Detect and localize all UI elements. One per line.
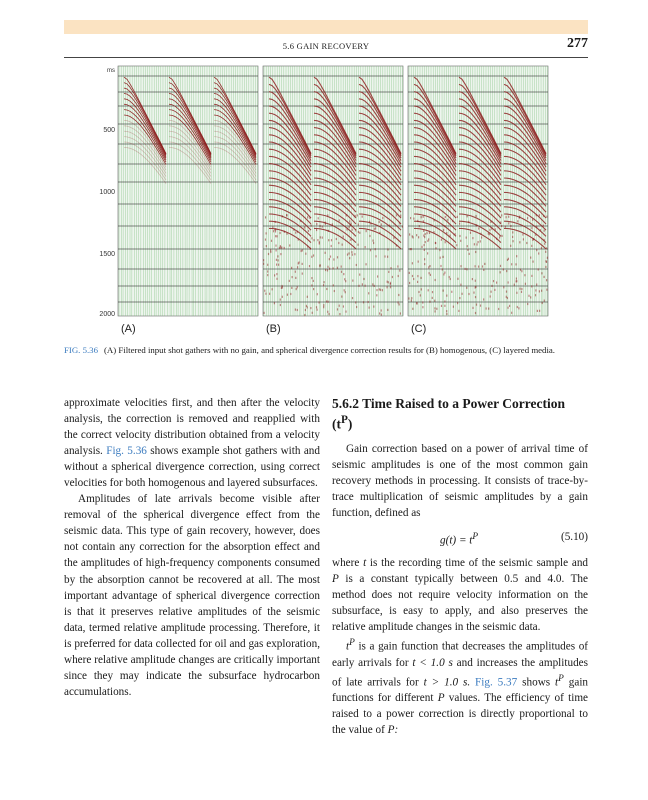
- left-p1-text-end: shows example shot gathers with and without a spherical divergence correction, using correct velocities for both homogenous and layered subsurfaces.: [64, 445, 320, 490]
- right-paragraph-1: Gain correction based on a power of arrival time of seismic amplitudes is one of the most common gain recovery methods in processing. It consists of trace-by-trace multiplication of seismic amplitudes by a gain function, defined as: [332, 442, 588, 519]
- right-column: [332, 395, 588, 739]
- p3-c: shows: [522, 676, 551, 689]
- page-number: 277: [567, 36, 588, 51]
- equation-number: (5.10): [560, 530, 588, 543]
- y-tick-label: 1000: [99, 189, 115, 196]
- seismic-figure: [88, 64, 558, 336]
- left-column: [64, 395, 320, 700]
- p3-a: is a gain function that decreases the amplitudes of early arrivals for: [332, 640, 589, 669]
- header-rule: [64, 57, 588, 58]
- left-paragraph-1: [64, 395, 320, 491]
- fig-5-36-link[interactable]: Fig. 5.36: [106, 445, 147, 458]
- equation-sup: P: [472, 531, 479, 542]
- section-title: [332, 395, 588, 433]
- p3-d: gain functions for different: [332, 676, 589, 705]
- p2-c: is a constant typically between 0.5 and 4.0. The method does not require velocity information on the subsurface, is easy to apply, and also preserves the relative amplitude changes in the seismic data.: [332, 572, 588, 633]
- y-tick-label: 500: [103, 127, 115, 134]
- header-color-band: [64, 20, 588, 34]
- panel-label-a: (A): [121, 323, 136, 335]
- caption-text: (A) Filtered input shot gathers with no gain, and spherical divergence correction results for (B) homogenous, (C) layered media.: [103, 345, 556, 355]
- section-title-sup: P: [341, 414, 348, 426]
- panel-label-c: (C): [411, 323, 427, 335]
- right-paragraph-2: [332, 555, 588, 635]
- equation-5-10: [332, 529, 588, 549]
- panel-b: [263, 66, 403, 316]
- section-title-text: 5.6.2 Time Raised to a Power Correction (t: [332, 396, 565, 432]
- p2-P: P: [332, 572, 339, 585]
- p3-t: t: [346, 640, 350, 653]
- page-header: [64, 36, 588, 56]
- figure-caption: [64, 344, 588, 356]
- p2-b: is the recording time of the seismic sample and: [369, 556, 589, 569]
- p3-b: and increases the amplitudes of late arrivals for: [332, 656, 588, 689]
- p3-P2: P:: [387, 724, 399, 737]
- p3-P: P: [437, 692, 445, 705]
- left-p1-text: approximate velocities first, and then after the velocity analysis, the correction is removed and reapplied with the correct velocity distribution obtained from a velocity analysis.: [64, 397, 320, 458]
- panel-a: [118, 66, 258, 316]
- section-title-end: ): [347, 416, 353, 432]
- y-tick-label: 1500: [99, 251, 115, 258]
- seismic-gathers-graphic: [88, 64, 558, 336]
- p3-cond2: t > 1.0 s.: [423, 676, 471, 689]
- fig-5-37-link[interactable]: Fig. 5.37: [475, 676, 518, 689]
- p3-t2: t: [555, 676, 559, 689]
- panel-c: [408, 66, 548, 316]
- panel-label-b: (B): [266, 323, 281, 335]
- p2-t: t: [363, 556, 367, 569]
- running-title: 5.6 GAIN RECOVERY: [282, 41, 370, 51]
- right-paragraph-3: [332, 635, 588, 739]
- y-tick-label: 2000: [99, 311, 115, 318]
- equation-body: [440, 529, 478, 549]
- left-paragraph-2: Amplitudes of late arrivals become visible after removal of the spherical divergence effect from the seismic data. This type of gain recovery, however, does not contain any correction for the absorption effect and the amplitudes of high-frequency components consumed by the absorption cannot be recovered at all. The most important advantage of spherical divergence correction is that it preserves relative amplitudes of the seismic data, termed relative amplitude processing. Therefore, it is preferred for data collected for oil and gas exploration, where relative amplitude changes are critically important since they may indicate the subsurface hydrocarbon accumulations.: [64, 493, 320, 698]
- p2-a: where: [332, 556, 360, 569]
- y-axis-unit: ms: [107, 68, 115, 74]
- caption-label: FIG. 5.36: [64, 345, 98, 355]
- p3-e: values. The efficiency of time raised to a power correction is directly proportional to the value of: [332, 692, 588, 737]
- p3-cond1: t < 1.0 s: [412, 656, 453, 669]
- p3-sup2: P: [558, 673, 564, 684]
- equation-text: g(t) = t: [440, 534, 473, 547]
- p3-sup: P: [349, 637, 355, 648]
